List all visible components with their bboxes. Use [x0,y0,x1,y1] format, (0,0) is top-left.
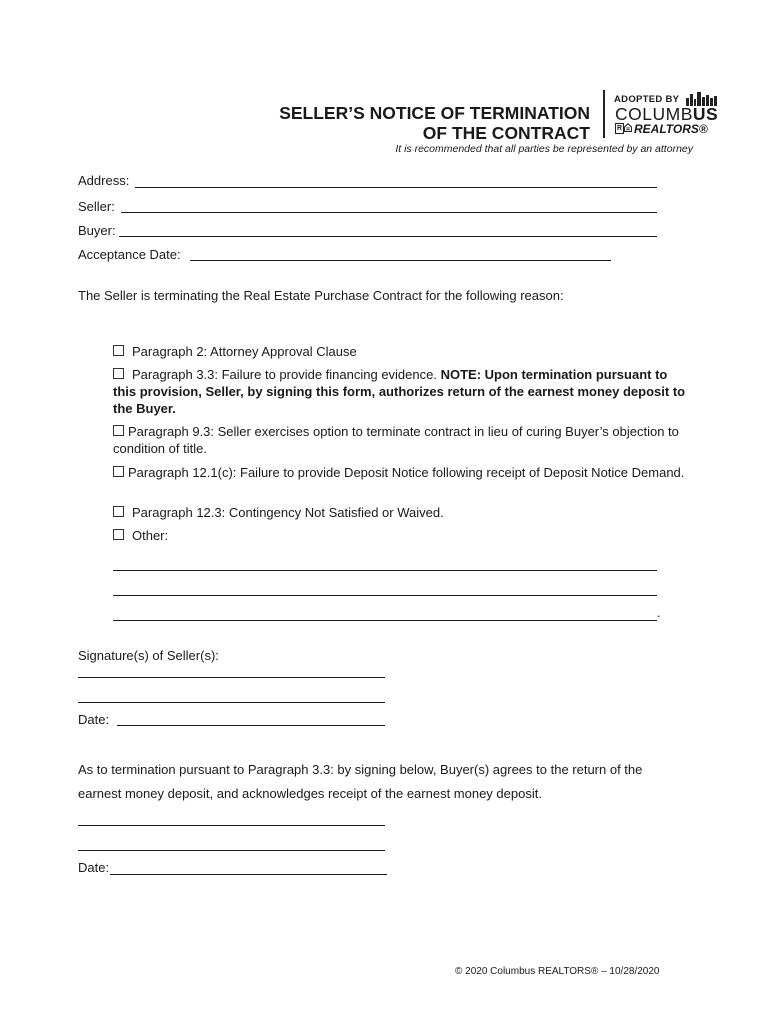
buyer-acknowledgment-line1: As to termination pursuant to Paragraph 3.3: by signing below, Buyer(s) agrees to the return of the [78,762,643,777]
logo-columbus: COLUMBUS [615,104,719,124]
seller-signature-line-2[interactable] [78,689,385,703]
equal-housing-icon [624,123,632,132]
checkbox-contingency[interactable] [113,506,124,517]
address-field[interactable] [135,174,657,188]
checkbox-attorney-approval[interactable] [113,345,124,356]
buyer-signature-line-2[interactable] [78,837,385,851]
option-other [113,527,693,544]
option-financing-evidence [113,366,693,417]
buyer-date-field[interactable] [110,861,387,875]
option-deposit-notice-label: Paragraph 12.1(c): Failure to provide Deposit Notice following receipt of Deposit Notice Demand. [128,465,685,480]
seller-date-label: Date: [78,712,110,727]
header-divider [603,90,605,138]
address-label: Address: [78,173,130,188]
checkbox-other[interactable] [113,529,124,540]
option-deposit-notice [113,464,693,481]
seller-signature-line-1[interactable] [78,664,385,678]
seller-label: Seller: [78,199,115,214]
acceptance-date-field[interactable] [190,247,611,261]
acceptance-date-label: Acceptance Date: [78,247,181,262]
option-condition-of-title-label: Paragraph 9.3: Seller exercises option to terminate contract in lieu of curing Buyer’s objection to condition of title. [113,424,679,456]
checkbox-deposit-notice[interactable] [113,466,124,477]
attorney-recommendation: It is recommended that all parties be represented by an attorney [395,143,693,155]
other-reason-period: . [657,605,661,620]
realtor-r-icon: R [616,125,623,132]
copyright-footer: © 2020 Columbus REALTORS® – 10/28/2020 [455,966,660,977]
option-financing-evidence-label: Paragraph 3.3: Failure to provide financing evidence. [132,367,441,382]
option-attorney-approval-label: Paragraph 2: Attorney Approval Clause [132,344,357,359]
option-other-label: Other: [132,528,169,543]
logo-adopted-by: ADOPTED BY [614,94,680,105]
buyer-label: Buyer: [78,223,116,238]
other-reason-line-1[interactable] [113,557,657,571]
seller-signature-label: Signature(s) of Seller(s): [78,648,219,663]
option-condition-of-title [113,423,693,457]
buyer-signature-line-1[interactable] [78,812,385,826]
checkbox-financing-evidence[interactable] [113,368,124,379]
buyer-date-label: Date: [78,860,110,875]
other-reason-line-2[interactable] [113,582,657,596]
other-reason-line-3[interactable] [113,607,657,621]
seller-date-field[interactable] [117,712,385,726]
document-title-line2: OF THE CONTRACT [422,123,590,143]
seller-field[interactable] [121,199,657,213]
buyer-field[interactable] [119,223,657,237]
option-financing-evidence-note: NOTE: Upon termination pursuant to this provision, Seller, by signing this form, authorizes return of the earnest money deposit to the Buyer. [113,367,686,416]
option-contingency-label: Paragraph 12.3: Contingency Not Satisfied or Waived. [132,505,444,520]
document-title-line1: SELLER’S NOTICE OF TERMINATION [279,103,590,123]
checkbox-condition-of-title[interactable] [113,425,124,436]
option-contingency [113,504,693,521]
logo-realtors: REALTORS® [634,122,708,136]
termination-intro: The Seller is terminating the Real Estate Purchase Contract for the following reason: [78,288,564,303]
buyer-acknowledgment-line2: earnest money deposit, and acknowledges receipt of the earnest money deposit. [78,786,542,801]
columbus-realtors-logo [612,92,722,140]
option-attorney-approval [113,343,693,360]
